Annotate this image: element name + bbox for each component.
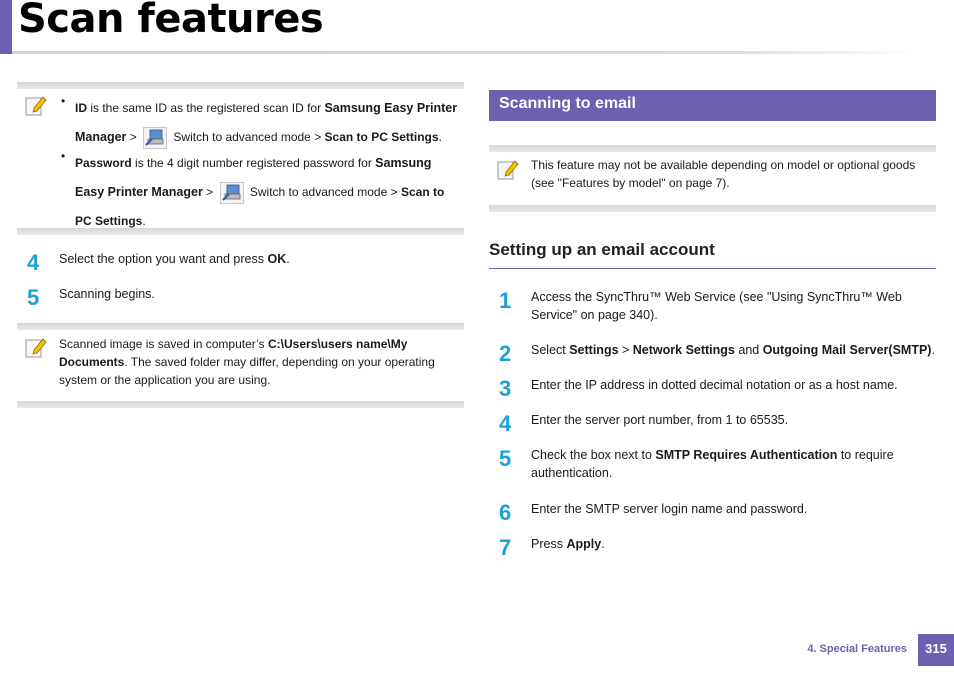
scan-settings-icon bbox=[143, 127, 167, 149]
step-text: Check the box next to SMTP Requires Authentication to require authentication. bbox=[531, 448, 894, 480]
footer-chapter-label: 4. Special Features bbox=[807, 643, 907, 655]
term-id: ID bbox=[75, 101, 87, 115]
step-text: Enter the IP address in dotted decimal notation or as a host name. bbox=[531, 378, 898, 392]
page-title: Scan features bbox=[18, 0, 324, 42]
header-accent-bar bbox=[0, 0, 12, 54]
note-text: This feature may not be available depending on model or optional goods (see "Features by model" on page 7). bbox=[531, 158, 916, 190]
scan-settings-icon bbox=[220, 182, 244, 204]
step-number: 7 bbox=[499, 535, 512, 560]
note-top-bar bbox=[489, 145, 936, 152]
step-number: 6 bbox=[499, 500, 512, 525]
sub-heading: Setting up an email account bbox=[489, 240, 715, 259]
step-number: 5 bbox=[499, 446, 512, 471]
note-top-bar bbox=[17, 82, 464, 89]
step-text: Scanning begins. bbox=[59, 287, 155, 301]
app-name: Samsung Easy Printer Manager bbox=[75, 156, 432, 199]
note-pencil-icon bbox=[25, 336, 47, 358]
step-number: 3 bbox=[499, 376, 512, 401]
note-bottom-bar bbox=[489, 205, 936, 212]
page-number: 315 bbox=[925, 641, 947, 656]
note-bottom-bar bbox=[17, 401, 464, 408]
step-number: 2 bbox=[499, 341, 512, 366]
step-text: Access the SyncThru™ Web Service (see "Using SyncThru™ Web Service" on page 340). bbox=[531, 290, 902, 322]
step-text: Select the option you want and press OK. bbox=[59, 252, 290, 266]
step-number: 4 bbox=[499, 411, 512, 436]
app-name: Samsung Easy Printer Manager bbox=[75, 101, 458, 144]
note-pencil-icon bbox=[497, 158, 519, 180]
note-box-id-password: • ID is the same ID as the registered scan ID for Samsung Easy Printer Manager > Switch to advanced mode > Scan to PC Settings. • Password is the 4 digit number registered password for Samsung Easy Printer Manager > Switch to advanced mode > Scan to PC Settings. bbox=[17, 82, 464, 235]
section-title: Scanning to email bbox=[499, 95, 636, 112]
step-number: 5 bbox=[27, 285, 40, 310]
term-password: Password bbox=[75, 156, 132, 170]
note-text: Scanned image is saved in computer’s C:\Users\users name\My Documents. The saved folder may differ, depending on your operating system or the application you are using. bbox=[59, 337, 435, 387]
title-divider bbox=[12, 51, 917, 54]
note-box-availability bbox=[489, 145, 936, 212]
step-number: 1 bbox=[499, 288, 512, 313]
note-box-save-location bbox=[17, 323, 464, 408]
step-text: Select Settings > Network Settings and Outgoing Mail Server(SMTP). bbox=[531, 343, 935, 357]
step-number: 4 bbox=[27, 250, 40, 275]
note-bottom-bar bbox=[17, 228, 464, 235]
step-text: Press Apply. bbox=[531, 537, 605, 551]
step-text: Enter the server port number, from 1 to 65535. bbox=[531, 413, 789, 427]
note-pencil-icon bbox=[25, 94, 47, 116]
page-number-box bbox=[918, 634, 954, 666]
section-banner bbox=[489, 90, 936, 121]
sub-heading-rule bbox=[489, 268, 936, 269]
step-text: Enter the SMTP server login name and password. bbox=[531, 502, 808, 516]
note-top-bar bbox=[17, 323, 464, 330]
